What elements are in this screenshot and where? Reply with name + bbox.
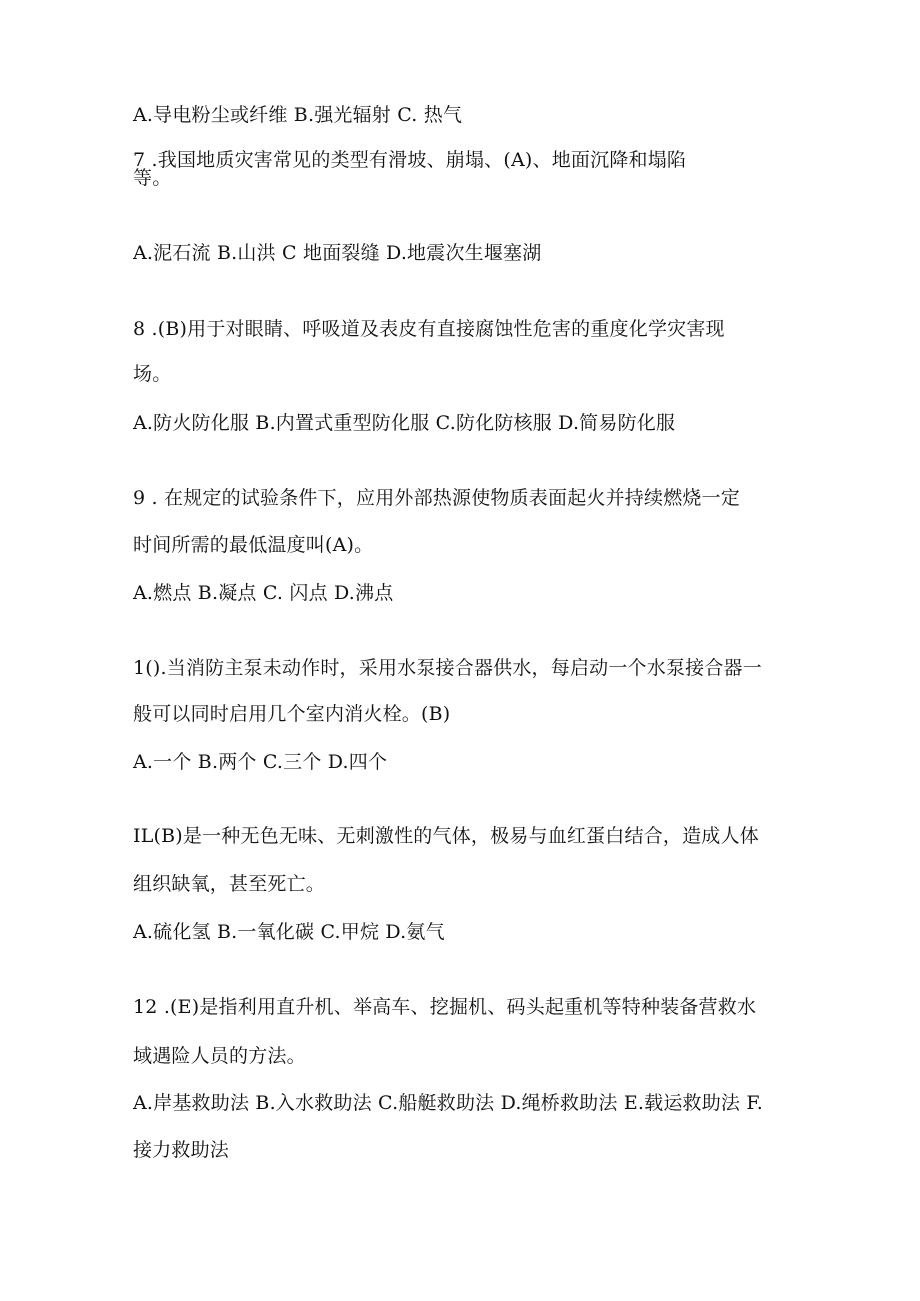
- q7-text-line1: 7 .我国地质灾害常见的类型有滑坡、崩塌、(A)、地面沉降和塌陷: [133, 149, 687, 171]
- q8-text-line2: 场。: [133, 363, 172, 385]
- q9-text-line2: 时间所需的最低温度叫(A)。: [133, 534, 374, 556]
- q6-options: A.导电粉尘或纤维 B.强光辐射 C. 热气: [133, 104, 463, 126]
- q9-text-line1: 9 . 在规定的试验条件下，应用外部热源使物质表面起火并持续燃烧一定: [133, 487, 741, 509]
- q8-options: A.防火防化服 B.内置式重型防化服 C.防化防核服 D.简易防化服: [133, 412, 676, 434]
- q10-options: A.一个 B.两个 C.三个 D.四个: [133, 751, 388, 773]
- q11-text-line2: 组织缺氧，甚至死亡。: [133, 873, 326, 895]
- q9-options: A.燃点 B.凝点 C. 闪点 D.沸点: [133, 582, 394, 604]
- q10-text-line1: 1().当消防主泵未动作时，采用水泵接合器供水，每启动一个水泵接合器一: [133, 657, 762, 679]
- q12-options-line2: 接力救助法: [133, 1139, 230, 1161]
- q12-options-line1: A.岸基救助法 B.入水救助法 C.船艇救助法 D.绳桥救助法 E.载运救助法 F.: [133, 1092, 764, 1114]
- q10-text-line2: 般可以同时启用几个室内消火栓。(B): [133, 703, 451, 725]
- q11-options: A.硫化氢 B.一氧化碳 C.甲烷 D.氨气: [133, 921, 445, 943]
- q12-text-line1: 12 .(E)是指利用直升机、举高车、挖掘机、码头起重机等特种装备营救水: [133, 996, 757, 1018]
- q8-text-line1: 8 .(B)用于对眼睛、呼吸道及表皮有直接腐蚀性危害的重度化学灾害现: [133, 318, 725, 340]
- q7-text-line2: 等。: [133, 167, 172, 189]
- q11-text-line1: IL(B)是一种无色无味、无刺激性的气体，极易与血红蛋白结合，造成人体: [133, 825, 759, 847]
- q12-text-line2: 域遇险人员的方法。: [133, 1045, 306, 1067]
- q7-options: A.泥石流 B.山洪 C 地面裂缝 D.地震次生堰塞湖: [133, 242, 542, 264]
